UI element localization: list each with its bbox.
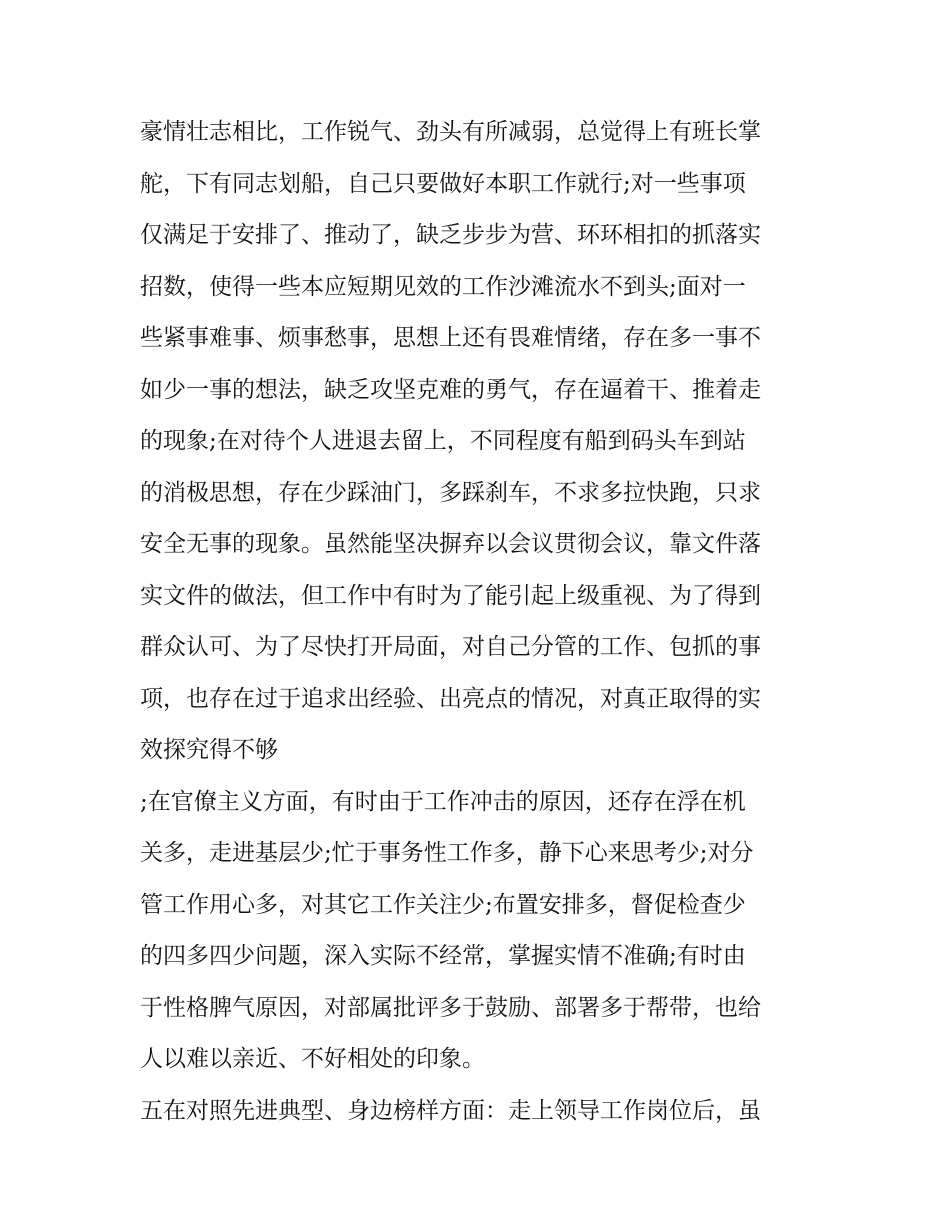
text-line: 舵，下有同志划船，自己只要做好本职工作就行;对一些事项 — [140, 170, 746, 197]
text-line: 仅满足于安排了、推动了，缺乏步步为营、环环相扣的抓落实 — [140, 222, 761, 248]
text-line: 如少一事的想法，缺乏攻坚克难的勇气，存在逼着干、推着走 — [140, 376, 761, 403]
text-line: ;在官僚主义方面，有时由于工作冲击的原因，还存在浮在机 — [140, 788, 746, 815]
text-line: 人以难以亲近、不好相处的印象。 — [140, 1046, 485, 1072]
text-line: 管工作用心多，对其它工作关注少;布置安排多，督促检查少 — [140, 891, 746, 918]
text-line: 项，也存在过于追求出经验、出亮点的情况，对真正取得的实 — [140, 685, 761, 712]
text-line: 群众认可、为了尽快打开局面，对自己分管的工作、包抓的事 — [140, 634, 761, 660]
text-line: 效探究得不够 — [140, 737, 278, 763]
text-line: 的消极思想，存在少踩油门，多踩刹车，不求多拉快跑，只求 — [140, 479, 761, 506]
text-line: 于性格脾气原因，对部属批评多于鼓励、部署多于帮带，也给 — [140, 994, 761, 1021]
text-line: 实文件的做法，但工作中有时为了能引起上级重视、为了得到 — [140, 582, 761, 609]
text-line: 关多，走进基层少;忙于事务性工作多，静下心来思考少;对分 — [140, 840, 754, 866]
text-line: 招数，使得一些本应短期见效的工作沙滩流水不到头;面对一 — [140, 273, 746, 300]
text-line: 的四多四少问题，深入实际不经常，掌握实情不准确;有时由 — [140, 943, 746, 969]
text-line: 五在对照先进典型、身边榜样方面：走上领导工作岗位后，虽 — [140, 1097, 761, 1124]
text-line: 些紧事难事、烦事愁事，思想上还有畏难情绪，存在多一事不 — [140, 325, 761, 351]
text-line: 安全无事的现象。虽然能坚决摒弃以会议贯彻会议，靠文件落 — [140, 531, 761, 557]
text-line: 豪情壮志相比，工作锐气、劲头有所减弱，总觉得上有班长掌 — [140, 119, 761, 145]
body-text — [140, 107, 820, 1137]
text-line: 的现象;在对待个人进退去留上，不同程度有船到码头车到站 — [140, 428, 746, 454]
